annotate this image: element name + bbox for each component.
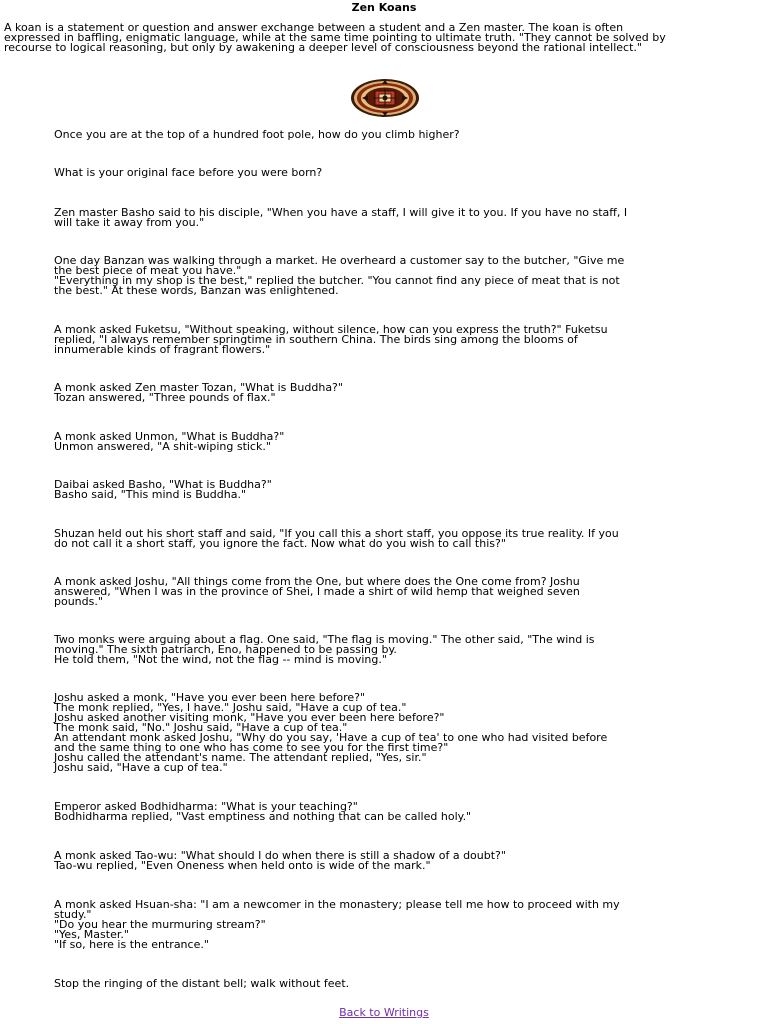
mandala-emblem-icon xyxy=(350,78,420,118)
koan-paragraph: One day Banzan was walking through a market. He overheard a customer say to the butcher, "Give me the best piece of meat you have." "Everything in my shop is the best," replied the butcher. "You cannot find any piece of meat that is not the best." At these words, Banzan was enlightened. xyxy=(54,254,625,297)
back-to-writings-link-wrapper xyxy=(0,1007,768,1019)
koan-paragraph: Stop the ringing of the distant bell; walk without feet. xyxy=(54,977,350,990)
intro-paragraph: A koan is a statement or question and answer exchange between a student and a Zen master. The koan is often expressed in baffling, enigmatic language, while at the same time pointing to ultimate truth. "They cannot be solved by recourse to logical reasoning, but only by awakening a deeper level of consciousness beyond the rational intellect." xyxy=(4,21,666,54)
koan-paragraph: Daibai asked Basho, "What is Buddha?" Basho said, "This mind is Buddha." xyxy=(54,478,272,501)
koan-paragraph: Zen master Basho said to his disciple, "When you have a staff, I will give it to you. If you have no staff, I will take it away from you." xyxy=(54,206,628,229)
koan-paragraph: A monk asked Joshu, "All things come from the One, but where does the One come from? Joshu answered, "When I was in the province of Shei, I made a shirt of wild hemp that weighed seven pounds." xyxy=(54,575,580,608)
koan-paragraph: A monk asked Zen master Tozan, "What is Buddha?" Tozan answered, "Three pounds of flax." xyxy=(54,381,343,404)
koan-paragraph: Two monks were arguing about a flag. One said, "The flag is moving." The other said, "The wind is moving." The sixth patriarch, Eno, happened to be passing by. He told them, "Not the wind, not the flag -- mind is moving." xyxy=(54,633,595,666)
koan-paragraph: What is your original face before you were born? xyxy=(54,166,323,179)
back-to-writings-link[interactable]: Back to Writings xyxy=(339,1006,429,1019)
page-title: Zen Koans xyxy=(351,1,417,14)
koan-paragraph: A monk asked Hsuan-sha: "I am a newcomer in the monastery; please tell me how to proceed with my study." "Do you hear the murmuring stream?" "Yes, Master." "If so, here is the entrance." xyxy=(54,898,620,951)
koan-paragraph: A monk asked Tao-wu: "What should I do when there is still a shadow of a doubt?" Tao-wu replied, "Even Oneness when held onto is wide of the mark." xyxy=(54,849,506,872)
koan-paragraph: A monk asked Unmon, "What is Buddha?" Unmon answered, "A shit-wiping stick." xyxy=(54,430,285,453)
koan-paragraph: Emperor asked Bodhidharma: "What is your teaching?" Bodhidharma replied, "Vast emptiness and nothing that can be called holy." xyxy=(54,800,472,823)
koan-paragraph: A monk asked Fuketsu, "Without speaking, without silence, how can you express the truth?" Fuketsu replied, "I always remember springtime in southern China. The birds sing among the blooms of innumerable kinds of fragrant flowers." xyxy=(54,323,608,356)
koan-paragraph: Once you are at the top of a hundred foot pole, how do you climb higher? xyxy=(54,128,460,141)
koan-paragraph: Joshu asked a monk, "Have you ever been here before?" The monk replied, "Yes, I have." Joshu said, "Have a cup of tea." Joshu asked another visiting monk, "Have you ever been here before?" The monk said, "No." Joshu said, "Have a cup of tea." An attendant monk asked Joshu, "Why do you say, 'Have a cup of tea' to one who had visited before and the same thing to one who has come to see you for the first time?" Joshu called the attendant's name. The attendant replied, "Yes, sir." Joshu said, "Have a cup of tea." xyxy=(54,691,608,774)
koan-paragraph: Shuzan held out his short staff and said, "If you call this a short staff, you oppose its true reality. If you do not call it a short staff, you ignore the fact. Now what do you wish to call this?" xyxy=(54,527,619,550)
